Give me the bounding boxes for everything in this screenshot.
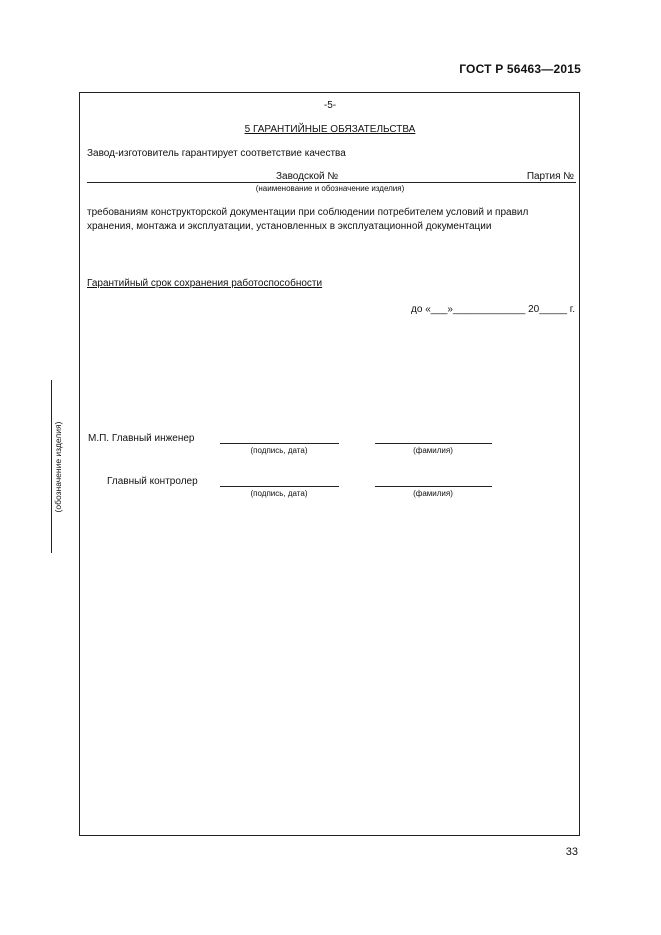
sidebar-divider bbox=[51, 380, 52, 553]
product-name-line bbox=[87, 182, 576, 183]
chief-engineer-name-caption: (фамилия) bbox=[413, 446, 453, 455]
requirements-text: требованиям конструкторской документации при соблюдении потребителем условий и правил хранения, монтажа и эксплуатации, установленных в эксплуатационной документации bbox=[87, 207, 529, 232]
serial-number-label: Заводской № bbox=[276, 171, 339, 182]
warranty-until-date: до «___»_____________ 20_____ г. bbox=[411, 304, 575, 315]
chief-inspector-signature-line bbox=[220, 486, 339, 487]
chief-inspector-signature-caption: (подпись, дата) bbox=[250, 489, 308, 498]
standard-number: ГОСТ Р 56463—2015 bbox=[459, 62, 581, 76]
manufacturer-line: Завод-изготовитель гарантирует соответствие качества bbox=[87, 148, 346, 159]
chief-engineer-signature-line bbox=[220, 443, 339, 444]
chief-engineer-label: М.П. Главный инженер bbox=[88, 433, 195, 444]
chief-engineer-signature-caption: (подпись, дата) bbox=[250, 446, 308, 455]
page-number: 33 bbox=[565, 846, 578, 858]
chief-inspector-name-line bbox=[375, 486, 492, 487]
chief-engineer-name-line bbox=[375, 443, 492, 444]
batch-number-label: Партия № bbox=[526, 171, 574, 182]
form-frame bbox=[79, 92, 580, 836]
chief-inspector-label: Главный контролер bbox=[107, 476, 198, 487]
page-marker: -5- bbox=[323, 100, 337, 111]
product-name-caption: (наименование и обозначение изделия) bbox=[255, 184, 405, 193]
product-designation-caption: (обозначение изделия) bbox=[53, 421, 63, 513]
chief-inspector-name-caption: (фамилия) bbox=[413, 489, 453, 498]
warranty-period-label: Гарантийный срок сохранения работоспособности bbox=[87, 278, 323, 289]
section-title: 5 ГАРАНТИЙНЫЕ ОБЯЗАТЕЛЬСТВА bbox=[244, 124, 416, 135]
